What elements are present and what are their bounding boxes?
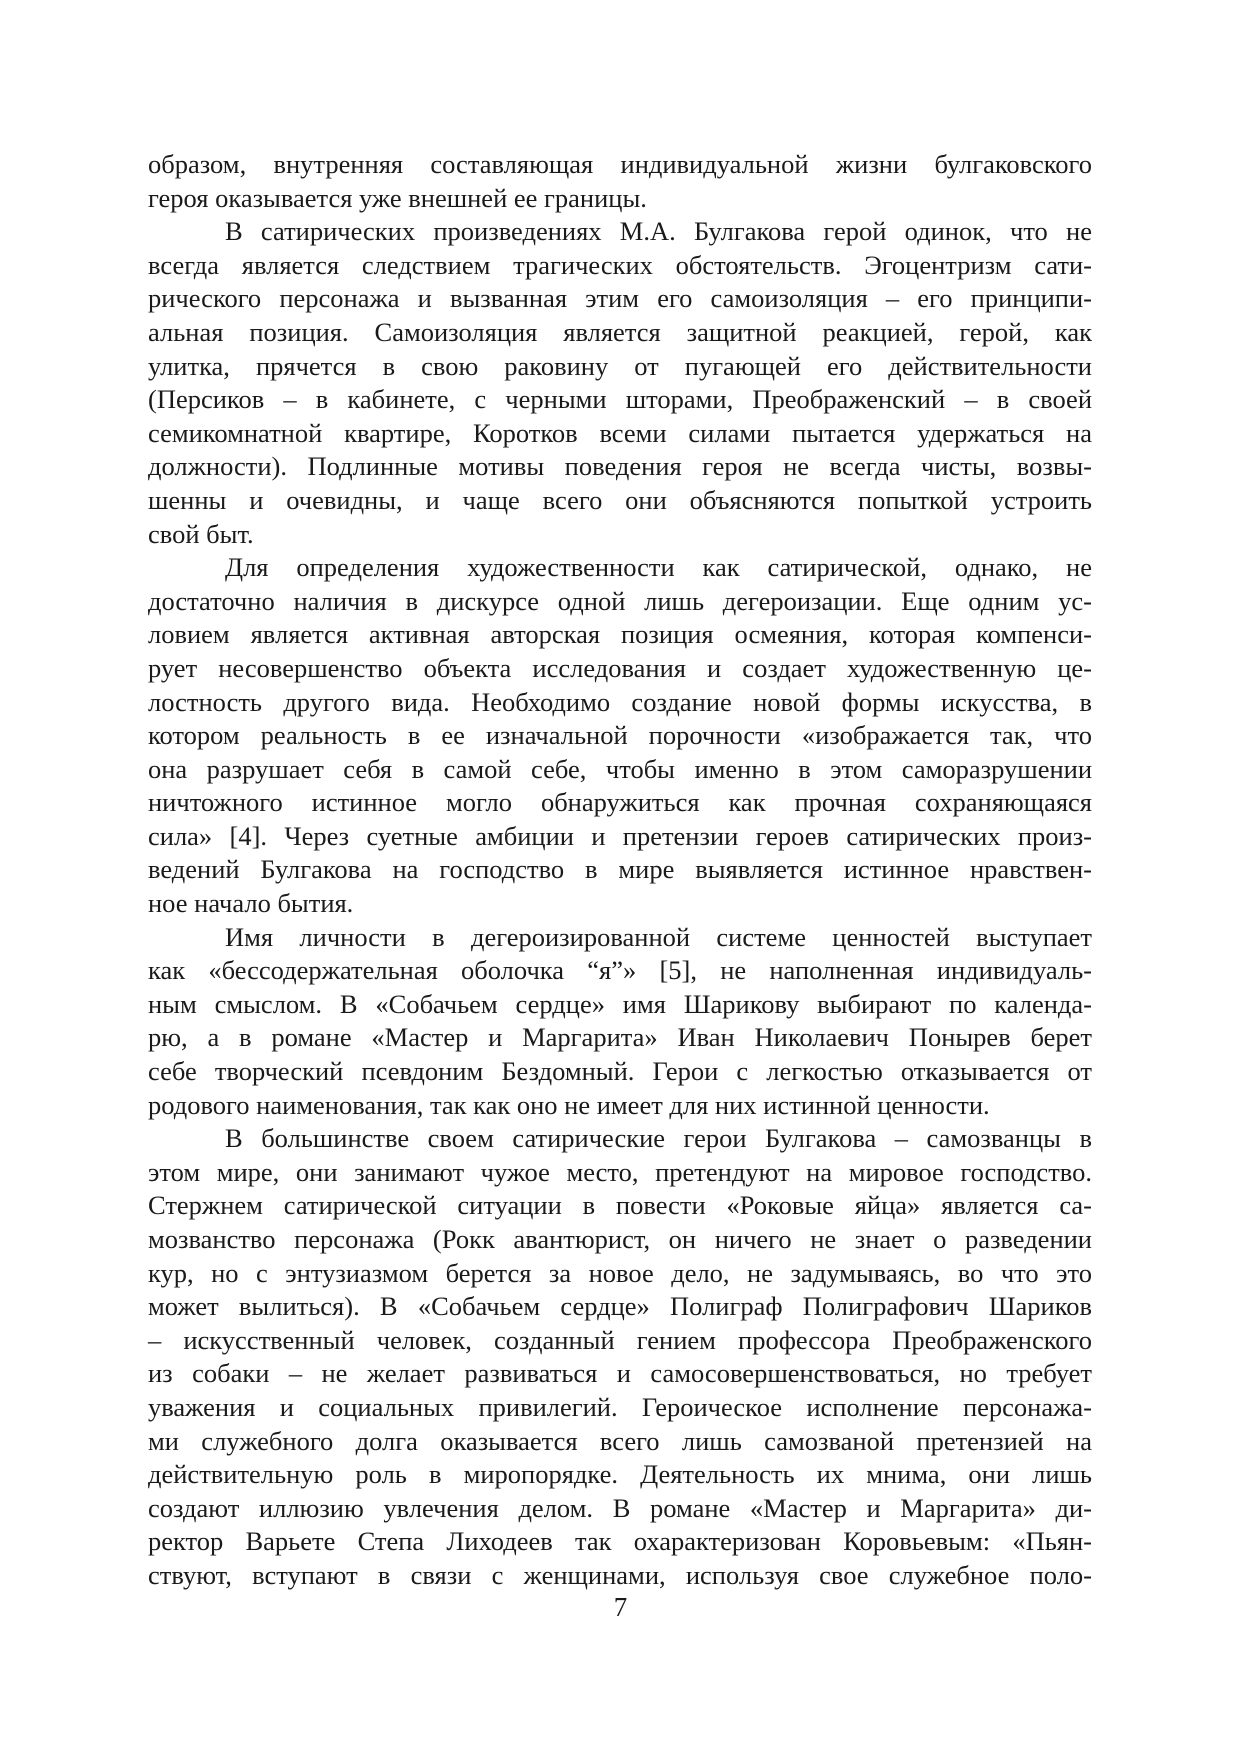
text-line: – искусственный человек, созданный гением профессора Преображенского bbox=[148, 1324, 1092, 1355]
text-line: мозванство персонажа (Рокк авантюрист, он ничего не знает о разведении bbox=[148, 1224, 1092, 1254]
text-line: достаточно наличия в дискурсе одной лишь дегероизации. Еще одним ус- bbox=[148, 585, 1092, 616]
text-line: шенны и очевидны, и чаще всего они объясняются попыткой устроить bbox=[148, 484, 1092, 515]
text-line: ми служебного долга оказывается всего лишь самозваной претензией на bbox=[148, 1425, 1092, 1456]
text-line: рического персонажа и вызванная этим его самоизоляция – его принципи- bbox=[148, 283, 1092, 314]
text-line: Для определения художественности как сатирической, однако, не bbox=[225, 552, 1092, 583]
text-line: героя оказывается уже внешней ее границы. bbox=[148, 182, 647, 213]
text-line: создают иллюзию увлечения делом. В романе «Мастер и Маргарита» ди- bbox=[148, 1492, 1092, 1523]
text-line: котором реальность в ее изначальной порочности «изображается так, что bbox=[148, 720, 1092, 751]
text-line: уважения и социальных привилегий. Героическое исполнение персонажа- bbox=[148, 1391, 1092, 1422]
text-line: всегда является следствием трагических обстоятельств. Эгоцентризм сати- bbox=[148, 249, 1092, 280]
text-line: (Персиков – в кабинете, с черными шторами, Преображенский – в своей bbox=[148, 384, 1092, 415]
text-line: должности). Подлинные мотивы поведения героя не всегда чисты, возвы- bbox=[148, 451, 1092, 482]
text-line: В большинстве своем сатирические герои Булгакова – самозванцы в bbox=[225, 1123, 1092, 1154]
text-line: альная позиция. Самоизоляция является защитной реакцией, герой, как bbox=[148, 316, 1092, 347]
text-line: образом, внутренняя составляющая индивидуальной жизни булгаковского bbox=[148, 149, 1092, 179]
text-line: она разрушает себя в самой себе, чтобы именно в этом саморазрушении bbox=[148, 753, 1092, 784]
page-number: 7 bbox=[613, 1592, 628, 1622]
text-line: В сатирических произведениях М.А. Булгакова герой одинок, что не bbox=[225, 216, 1092, 247]
text-line: рю, а в романе «Мастер и Маргарита» Иван Николаевич Понырев берет bbox=[148, 1022, 1092, 1053]
text-line: действительную роль в миропорядке. Деятельность их мнима, они лишь bbox=[148, 1459, 1092, 1490]
text-line: как «бессодержательная оболочка “я”» [5], не наполненная индивидуаль- bbox=[148, 955, 1092, 986]
text-line: ничтожного истинное могло обнаружиться как прочная сохраняющаяся bbox=[148, 787, 1092, 818]
text-line: кур, но с энтузиазмом берется за новое дело, не задумываясь, во что это bbox=[148, 1257, 1092, 1288]
page-body bbox=[148, 148, 1092, 1593]
text-line: этом мире, они занимают чужое место, претендуют на мировое господство. bbox=[148, 1156, 1092, 1187]
text-line: свой быт. bbox=[148, 518, 254, 549]
text-line: ловием является активная авторская позиция осмеяния, которая компенси- bbox=[148, 619, 1092, 650]
text-line: рует несовершенство объекта исследования и создает художественную це- bbox=[148, 652, 1092, 683]
text-line: семикомнатной квартире, Коротков всеми силами пытается удержаться на bbox=[148, 417, 1092, 448]
text-line: из собаки – не желает развиваться и самосовершенствоваться, но требует bbox=[148, 1358, 1092, 1389]
text-line: ректор Варьете Степа Лиходеев так охарактеризован Коровьевым: «Пьян- bbox=[148, 1526, 1092, 1557]
text-line: ным смыслом. В «Собачьем сердце» имя Шарикову выбирают по календа- bbox=[148, 988, 1092, 1019]
text-line: улитка, прячется в свою раковину от пугающей его действительности bbox=[148, 350, 1092, 381]
text-line: ведений Булгакова на господство в мире выявляется истинное нравствен- bbox=[148, 854, 1092, 885]
text-line: родового наименования, так как оно не имеет для них истинной ценности. bbox=[148, 1089, 990, 1120]
text-line: сила» [4]. Через суетные амбиции и претензии героев сатирических произ- bbox=[148, 820, 1092, 851]
text-line: ствуют, вступают в связи с женщинами, используя свое служебное поло- bbox=[148, 1559, 1092, 1590]
text-line: Стержнем сатирической ситуации в повести «Роковые яйца» является са- bbox=[148, 1190, 1092, 1221]
text-line: может вылиться). В «Собачьем сердце» Полиграф Полиграфович Шариков bbox=[148, 1291, 1092, 1322]
text-line: ное начало бытия. bbox=[148, 888, 354, 919]
text-line: Имя личности в дегероизированной системе ценностей выступает bbox=[225, 921, 1092, 952]
text-line: лостность другого вида. Необходимо создание новой формы искусства, в bbox=[148, 686, 1092, 717]
text-line: себе творческий псевдоним Бездомный. Герои с легкостью отказывается от bbox=[148, 1056, 1092, 1087]
